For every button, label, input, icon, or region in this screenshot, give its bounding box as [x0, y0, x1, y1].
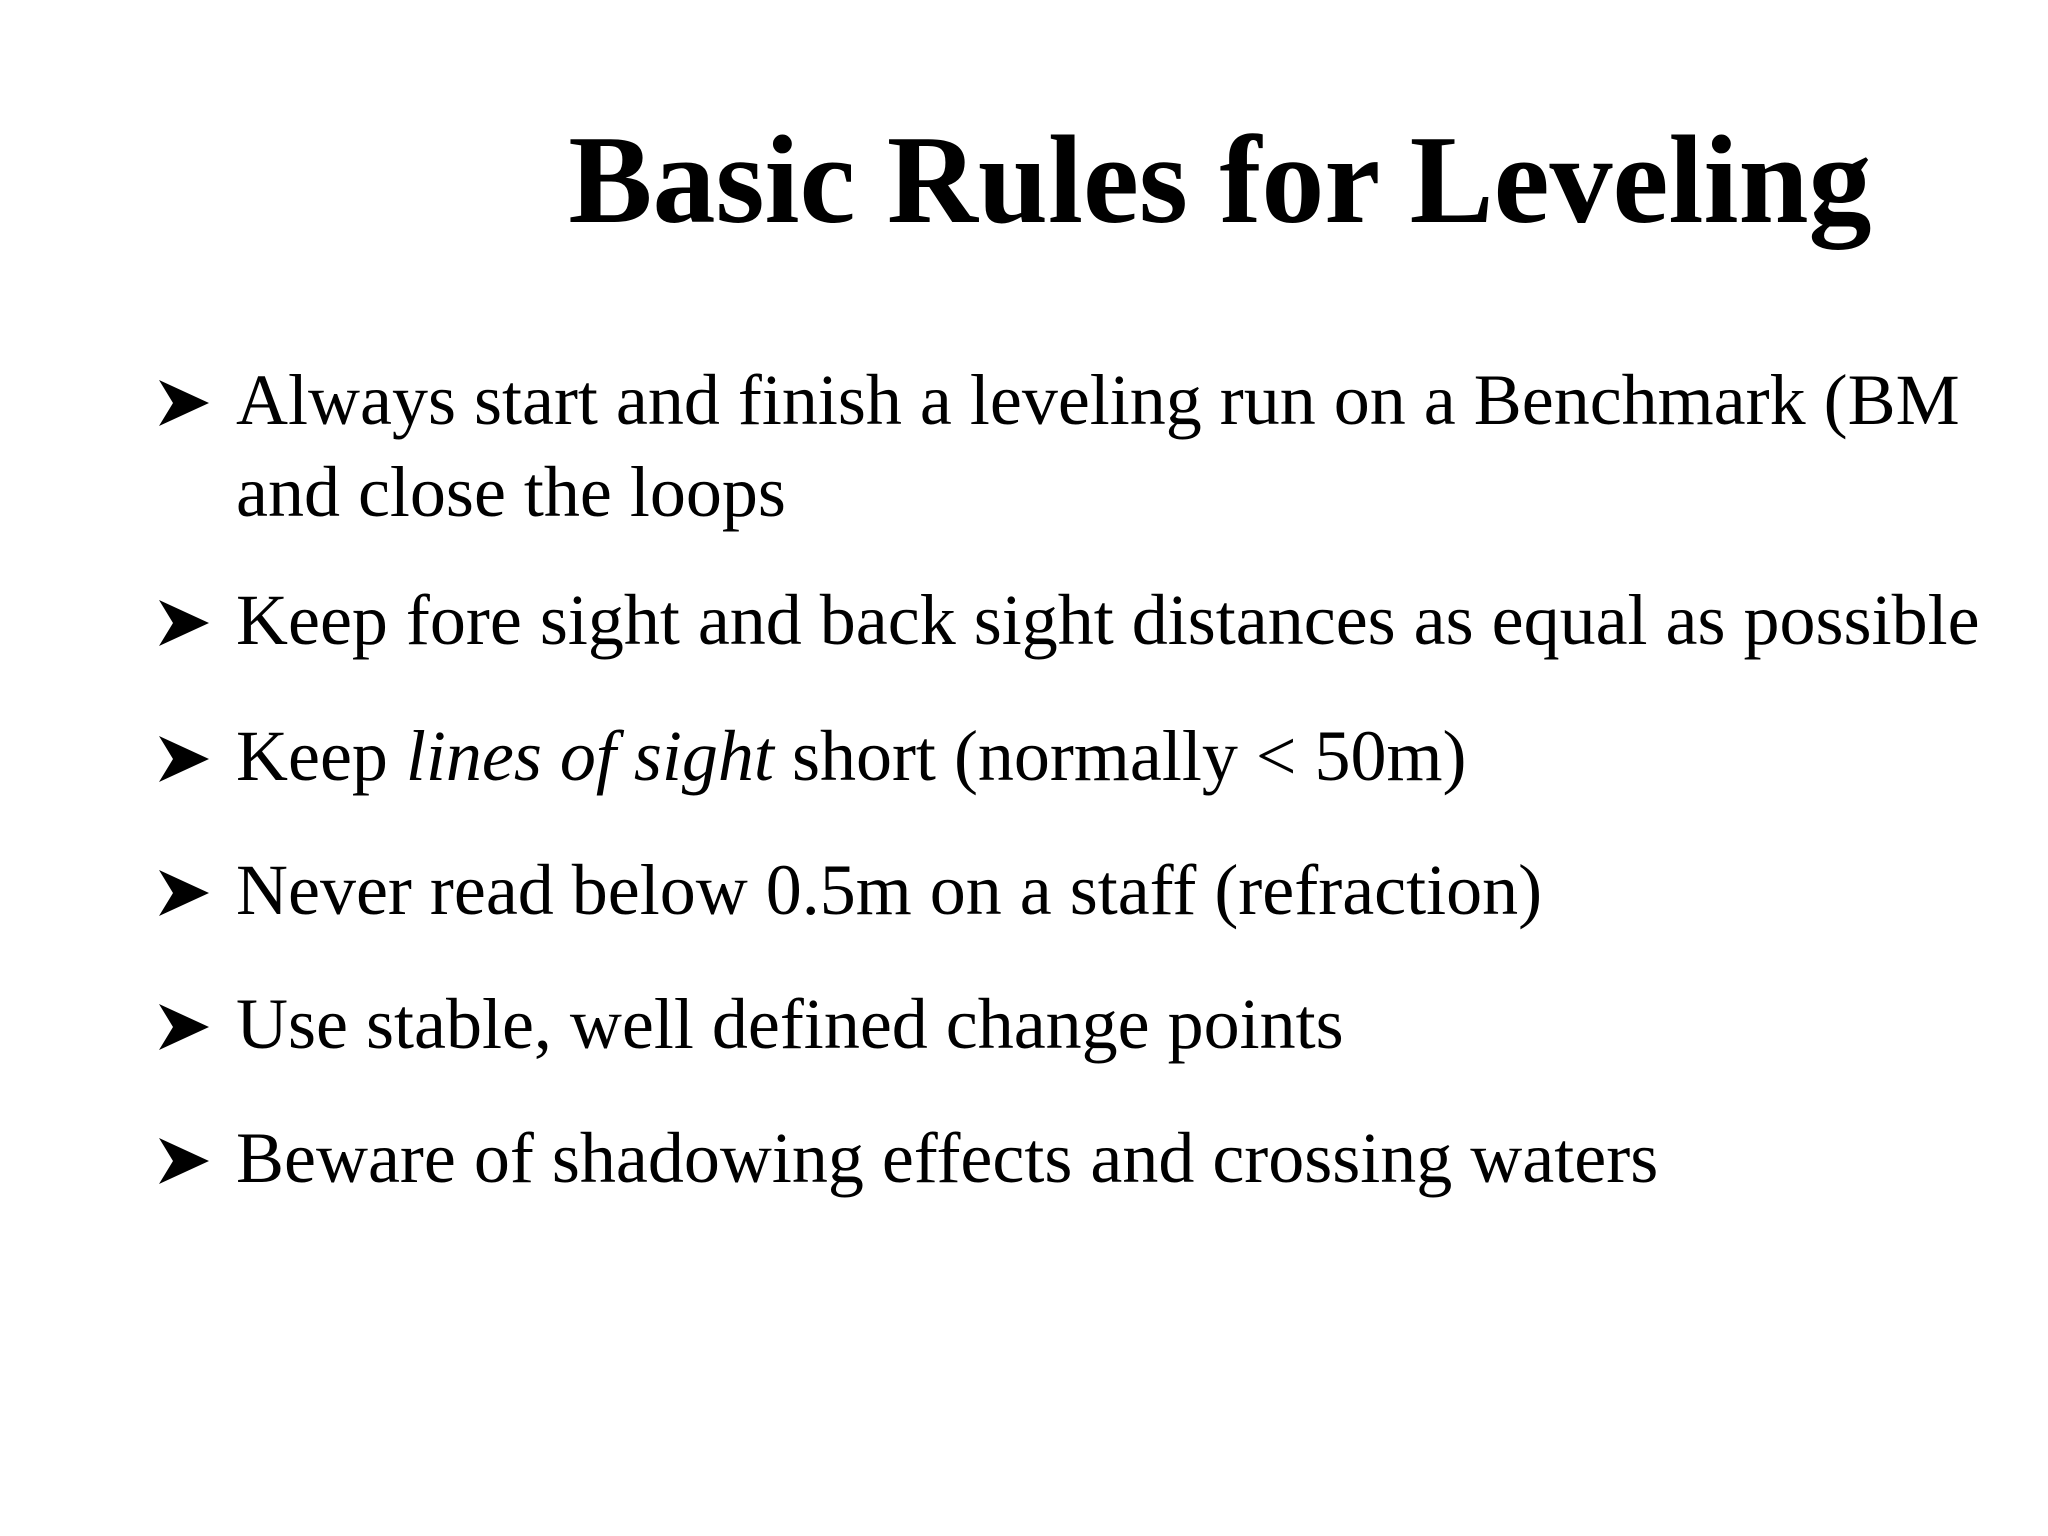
bullet-text: Keep fore sight and back sight distances as equal as possible: [236, 580, 1980, 660]
arrowhead-bullet-icon: [157, 710, 213, 802]
arrowhead-bullet-icon: [157, 354, 213, 446]
bullet-text-line1: Always start and finish a leveling run on a Benchmark (BM: [236, 360, 1960, 440]
bullet-text: Never read below 0.5m on a staff (refraction): [236, 850, 1543, 930]
bullet-text: Beware of shadowing effects and crossing waters: [236, 1118, 1659, 1198]
bullet-text-line2: and close the loops: [236, 452, 786, 532]
arrowhead-bullet-icon: [157, 978, 213, 1070]
bullet-text: [236, 710, 2036, 802]
bullet-text: [236, 354, 2036, 538]
bullet-text-after: short (normally < 50m): [773, 716, 1467, 796]
arrowhead-bullet-icon: [157, 1112, 213, 1204]
bullet-text: Use stable, well defined change points: [236, 984, 1344, 1064]
arrowhead-bullet-icon: [157, 844, 213, 936]
arrowhead-bullet-icon: [157, 574, 213, 666]
slide-title: Basic Rules for Leveling: [568, 111, 1872, 250]
bullet-text-emphasis: lines of sight: [405, 716, 774, 796]
bullet-text-before: Keep: [236, 716, 406, 796]
